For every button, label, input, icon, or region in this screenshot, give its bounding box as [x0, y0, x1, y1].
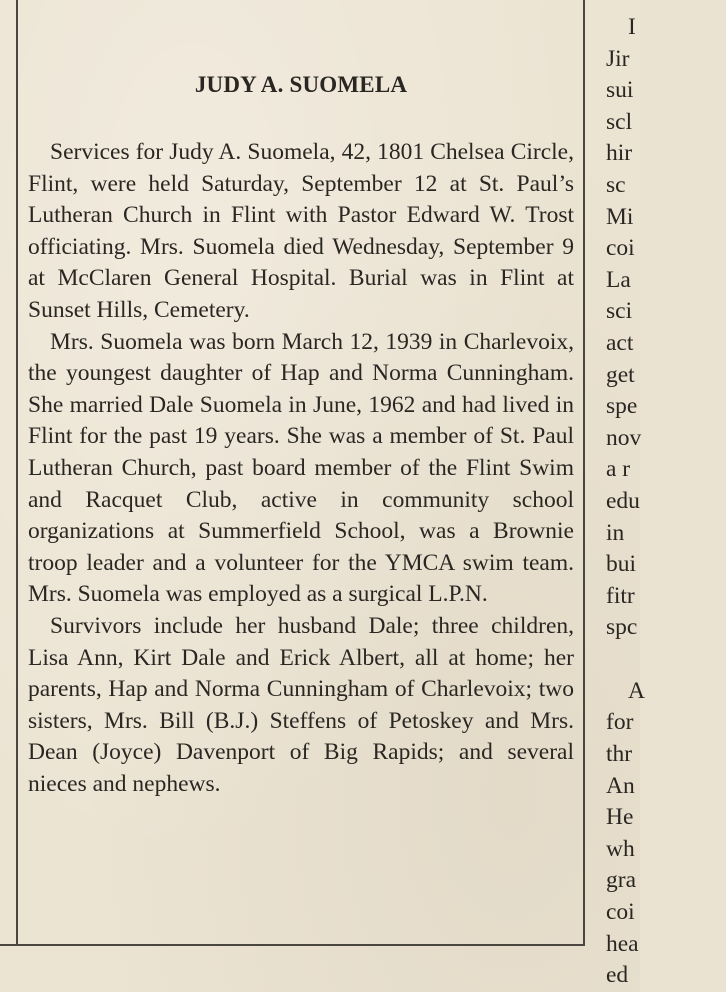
adjacent-fragment: for	[606, 709, 634, 736]
adjacent-fragment: scl	[606, 108, 633, 135]
adjacent-fragment: gra	[606, 867, 637, 894]
adjacent-fragment: thr	[606, 741, 633, 768]
adjacent-fragment: He	[606, 804, 634, 831]
left-column-rule	[16, 0, 18, 946]
adjacent-fragment: hir	[606, 140, 633, 167]
adjacent-fragment: spc	[606, 614, 638, 641]
adjacent-article-text	[606, 12, 726, 992]
adjacent-fragment: ed	[606, 962, 629, 989]
adjacent-fragment: An	[606, 772, 635, 799]
adjacent-fragment: a r	[606, 456, 631, 483]
adjacent-fragment: wh	[606, 835, 635, 862]
obituary-paragraph-biography: Mrs. Suomela was born March 12, 1939 in Charlevoix, the youngest daughter of Hap and Norma Cunningham. She married Dale Suomela in June, 1962 and had lived in Flint for the past 19 years. She was a member of St. Paul Lutheran Church, past board member of the Flint Swim and Racquet Club, active in community school organizations at Summerfield School, was a Brownie troop leader and a volunteer for the YMCA swim team. Mrs. Suomela was employed as a surgical L.P.N.	[28, 328, 574, 608]
adjacent-fragment: fitr	[606, 582, 635, 609]
adjacent-fragment: bui	[606, 551, 637, 578]
adjacent-fragment: coi	[606, 235, 635, 262]
obituary-paragraph-services: Services for Judy A. Suomela, 42, 1801 Chelsea Circle, Flint, were held Saturday, September 12 at St. Paul’s Lutheran Church in Flint with Pastor Edward W. Trost officiating. Mrs. Suomela died Wednesday, September 9 at McClaren General Hospital. Burial was in Flint at Sunset Hills, Cemetery.	[28, 139, 574, 323]
obituary-paragraph-survivors: Survivors include her husband Dale; three children, Lisa Ann, Kirt Dale and Erick Albert, all at home; her parents, Hap and Norma Cunningham of Charlevoix; two sisters, Mrs. Bill (B.J.) Steffens of Petoskey and Mrs. Dean (Joyce) Davenport of Big Rapids; and several nieces and nephews.	[28, 612, 574, 797]
adjacent-fragment: coi	[606, 899, 635, 926]
obituary-headline: JUDY A. SUOMELA	[194, 72, 408, 97]
adjacent-fragment: sci	[606, 298, 633, 325]
adjacent-fragment: in	[606, 519, 625, 546]
adjacent-fragment: edu	[606, 487, 640, 514]
adjacent-fragment: Jir	[606, 45, 630, 72]
adjacent-fragment: I	[628, 14, 636, 40]
adjacent-fragment: get	[606, 361, 635, 388]
adjacent-fragment: act	[606, 329, 634, 356]
adjacent-article-column	[606, 0, 645, 992]
obituary-body	[28, 137, 574, 800]
adjacent-fragment: Mi	[606, 203, 634, 230]
adjacent-fragment: hea	[606, 930, 639, 957]
adjacent-fragment: sc	[606, 171, 626, 198]
adjacent-fragment: La	[606, 266, 631, 293]
adjacent-fragment: spe	[606, 393, 638, 420]
adjacent-fragment: sui	[606, 77, 634, 104]
adjacent-fragment: A	[628, 677, 645, 704]
column-divider-rule	[583, 0, 585, 946]
bottom-border-rule	[0, 944, 585, 946]
adjacent-fragment: nov	[606, 424, 642, 451]
